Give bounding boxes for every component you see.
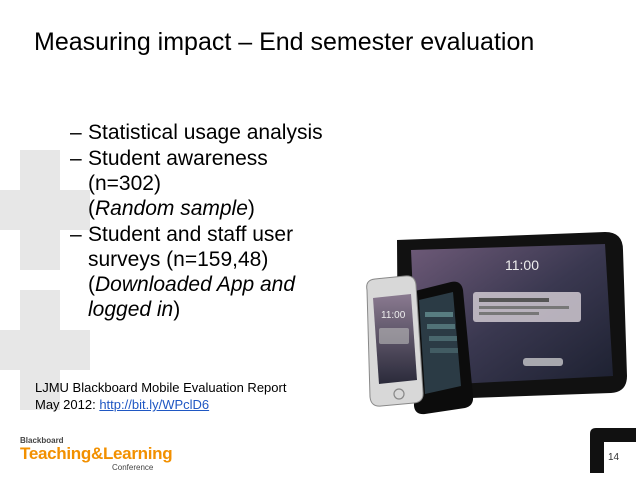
teaching-learning-logo xyxy=(20,436,172,472)
italic-text: Downloaded App and xyxy=(95,273,296,296)
bullet-line xyxy=(88,297,295,322)
italic-text: logged in xyxy=(88,298,174,321)
bullet-text xyxy=(88,146,268,221)
tablet-clock: 11:00 xyxy=(505,257,539,273)
logo-blackboard-text: Blackboard xyxy=(20,436,64,445)
paren-close: ) xyxy=(173,298,181,321)
corner-bracket-icon xyxy=(590,428,636,473)
bullet-line: surveys (n=159,48) xyxy=(88,248,269,271)
bullet-item xyxy=(70,146,400,221)
light-phone-device xyxy=(367,276,423,406)
paren-open: ( xyxy=(88,273,95,296)
report-line-2 xyxy=(35,396,286,413)
bullet-dash: – xyxy=(70,223,82,246)
bullet-line xyxy=(88,196,268,221)
bullet-dash: – xyxy=(70,121,82,144)
mobile-devices-image xyxy=(355,226,633,416)
bullet-line: (n=302) xyxy=(88,172,161,195)
bullet-item xyxy=(70,222,400,322)
bullet-text xyxy=(88,120,323,145)
report-citation xyxy=(35,379,286,413)
report-line-1: LJMU Blackboard Mobile Evaluation Report xyxy=(35,380,287,395)
bullet-dash: – xyxy=(70,147,82,170)
bullet-line: Student and staff user xyxy=(88,223,294,246)
slide-title: Measuring impact – End semester evaluation xyxy=(34,28,535,56)
paren-open: ( xyxy=(88,197,95,220)
bullet-list xyxy=(70,120,400,323)
logo-conference-text: Conference xyxy=(112,463,154,472)
bullet-text xyxy=(88,222,295,322)
bullet-line xyxy=(88,272,295,297)
italic-text: Random sample xyxy=(95,197,248,220)
bullet-item xyxy=(70,120,400,145)
logo-main-text: Teaching&Learning xyxy=(20,444,173,463)
bullet-line: Statistical usage analysis xyxy=(88,121,323,144)
report-link[interactable]: http://bit.ly/WPclD6 xyxy=(99,397,210,412)
bullet-line: Student awareness xyxy=(88,147,268,170)
page-number: 14 xyxy=(608,452,620,463)
phone-clock: 11:00 xyxy=(381,310,406,321)
report-date: May 2012: xyxy=(35,397,100,412)
paren-close: ) xyxy=(247,197,255,220)
